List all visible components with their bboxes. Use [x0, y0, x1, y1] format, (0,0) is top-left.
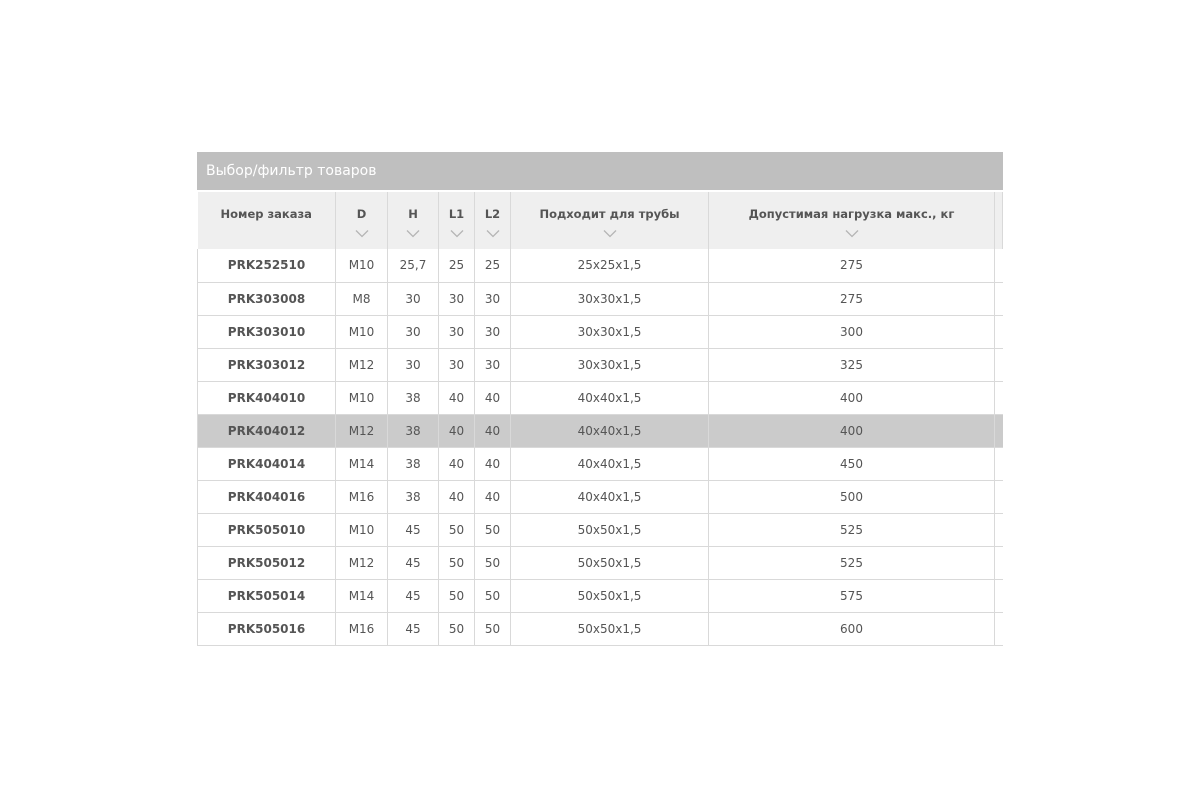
cell-order: PRK404010 — [198, 381, 336, 414]
cell-l2: 50 — [475, 579, 511, 612]
cell-order: PRK252510 — [198, 249, 336, 282]
column-header-load[interactable] — [709, 192, 995, 249]
cell-pipe: 40x40x1,5 — [511, 381, 709, 414]
cell-l2: 30 — [475, 282, 511, 315]
chevron-down-icon[interactable] — [406, 227, 420, 236]
cell-l2: 50 — [475, 513, 511, 546]
cell-d: M12 — [336, 348, 388, 381]
product-filter-widget — [197, 152, 1003, 646]
filter-panel-header[interactable] — [197, 152, 1003, 190]
table-row[interactable] — [198, 315, 1003, 348]
cell-overflow — [995, 249, 1003, 282]
cell-pipe: 30x30x1,5 — [511, 282, 709, 315]
cell-l1: 40 — [439, 480, 475, 513]
cell-load: 450 — [709, 447, 995, 480]
column-header-order — [198, 192, 336, 249]
cell-h: 38 — [388, 480, 439, 513]
cell-load: 400 — [709, 414, 995, 447]
cell-order: PRK404012 — [198, 414, 336, 447]
column-header-label: H — [408, 207, 418, 221]
table-header-row — [198, 192, 1003, 249]
column-header-label: L1 — [448, 207, 465, 221]
table-row[interactable] — [198, 480, 1003, 513]
column-header-d[interactable] — [336, 192, 388, 249]
cell-l1: 30 — [439, 348, 475, 381]
chevron-down-icon[interactable] — [450, 227, 464, 236]
cell-order: PRK505010 — [198, 513, 336, 546]
cell-h: 38 — [388, 447, 439, 480]
cell-load: 325 — [709, 348, 995, 381]
cell-l1: 50 — [439, 579, 475, 612]
product-table-container — [197, 192, 1003, 646]
cell-h: 30 — [388, 315, 439, 348]
cell-l1: 40 — [439, 381, 475, 414]
cell-overflow — [995, 315, 1003, 348]
cell-pipe: 25x25x1,5 — [511, 249, 709, 282]
cell-l1: 30 — [439, 315, 475, 348]
cell-order: PRK505016 — [198, 612, 336, 645]
cell-order: PRK404016 — [198, 480, 336, 513]
table-row[interactable] — [198, 513, 1003, 546]
cell-d: M8 — [336, 282, 388, 315]
cell-l1: 30 — [439, 282, 475, 315]
cell-d: M16 — [336, 612, 388, 645]
cell-h: 38 — [388, 381, 439, 414]
cell-l2: 40 — [475, 480, 511, 513]
chevron-down-icon[interactable] — [845, 227, 859, 236]
cell-load: 525 — [709, 513, 995, 546]
cell-l1: 25 — [439, 249, 475, 282]
cell-overflow — [995, 546, 1003, 579]
cell-l2: 40 — [475, 414, 511, 447]
table-row[interactable] — [198, 546, 1003, 579]
cell-d: M14 — [336, 579, 388, 612]
cell-load: 525 — [709, 546, 995, 579]
cell-d: M10 — [336, 249, 388, 282]
cell-pipe: 30x30x1,5 — [511, 348, 709, 381]
cell-l1: 50 — [439, 612, 475, 645]
cell-d: M10 — [336, 513, 388, 546]
filter-panel-title: Выбор/фильтр товаров — [206, 163, 377, 179]
column-header-l1[interactable] — [439, 192, 475, 249]
cell-load: 600 — [709, 612, 995, 645]
cell-order: PRK505014 — [198, 579, 336, 612]
product-table — [197, 192, 1003, 646]
cell-h: 45 — [388, 612, 439, 645]
cell-pipe: 40x40x1,5 — [511, 414, 709, 447]
cell-overflow — [995, 447, 1003, 480]
cell-order: PRK404014 — [198, 447, 336, 480]
cell-h: 45 — [388, 579, 439, 612]
cell-pipe: 30x30x1,5 — [511, 315, 709, 348]
cell-pipe: 50x50x1,5 — [511, 513, 709, 546]
cell-pipe: 40x40x1,5 — [511, 480, 709, 513]
chevron-down-icon[interactable] — [603, 227, 617, 236]
cell-overflow — [995, 282, 1003, 315]
cell-pipe: 50x50x1,5 — [511, 546, 709, 579]
cell-d: M12 — [336, 414, 388, 447]
table-row[interactable] — [198, 381, 1003, 414]
cell-order: PRK303012 — [198, 348, 336, 381]
cell-pipe: 50x50x1,5 — [511, 579, 709, 612]
cell-pipe: 40x40x1,5 — [511, 447, 709, 480]
cell-h: 30 — [388, 282, 439, 315]
table-row[interactable] — [198, 447, 1003, 480]
cell-h: 25,7 — [388, 249, 439, 282]
cell-l1: 40 — [439, 414, 475, 447]
cell-overflow — [995, 513, 1003, 546]
column-header-l2[interactable] — [475, 192, 511, 249]
column-header-label: Допустимая нагрузка макс., кг — [748, 207, 955, 221]
cell-l2: 30 — [475, 315, 511, 348]
cell-h: 45 — [388, 546, 439, 579]
cell-d: M10 — [336, 381, 388, 414]
cell-order: PRK303008 — [198, 282, 336, 315]
table-row[interactable] — [198, 249, 1003, 282]
cell-l2: 25 — [475, 249, 511, 282]
cell-l2: 40 — [475, 447, 511, 480]
table-row[interactable] — [198, 612, 1003, 645]
cell-load: 400 — [709, 381, 995, 414]
table-row[interactable] — [198, 414, 1003, 447]
column-header-label: L2 — [484, 207, 501, 221]
cell-l2: 30 — [475, 348, 511, 381]
column-header-label: Подходит для трубы — [539, 207, 680, 221]
table-row[interactable] — [198, 579, 1003, 612]
cell-l1: 50 — [439, 513, 475, 546]
cell-d: M10 — [336, 315, 388, 348]
chevron-down-icon[interactable] — [355, 227, 369, 236]
cell-h: 38 — [388, 414, 439, 447]
cell-load: 575 — [709, 579, 995, 612]
cell-pipe: 50x50x1,5 — [511, 612, 709, 645]
cell-l1: 50 — [439, 546, 475, 579]
cell-load: 275 — [709, 249, 995, 282]
cell-overflow — [995, 480, 1003, 513]
column-header-label: D — [356, 207, 367, 221]
column-header-pipe[interactable] — [511, 192, 709, 249]
cell-overflow — [995, 579, 1003, 612]
column-header-h[interactable] — [388, 192, 439, 249]
cell-load: 500 — [709, 480, 995, 513]
cell-d: M16 — [336, 480, 388, 513]
chevron-down-icon[interactable] — [486, 227, 500, 236]
cell-h: 30 — [388, 348, 439, 381]
column-header-label: Номер заказа — [220, 207, 312, 221]
cell-d: M14 — [336, 447, 388, 480]
cell-order: PRK505012 — [198, 546, 336, 579]
column-header-overflow — [995, 192, 1003, 249]
cell-l2: 50 — [475, 546, 511, 579]
cell-l2: 40 — [475, 381, 511, 414]
cell-overflow — [995, 348, 1003, 381]
cell-l1: 40 — [439, 447, 475, 480]
cell-load: 275 — [709, 282, 995, 315]
cell-overflow — [995, 381, 1003, 414]
cell-overflow — [995, 612, 1003, 645]
cell-load: 300 — [709, 315, 995, 348]
table-row[interactable] — [198, 348, 1003, 381]
cell-overflow — [995, 414, 1003, 447]
cell-h: 45 — [388, 513, 439, 546]
table-row[interactable] — [198, 282, 1003, 315]
cell-l2: 50 — [475, 612, 511, 645]
table-body — [198, 249, 1003, 645]
cell-d: M12 — [336, 546, 388, 579]
cell-order: PRK303010 — [198, 315, 336, 348]
